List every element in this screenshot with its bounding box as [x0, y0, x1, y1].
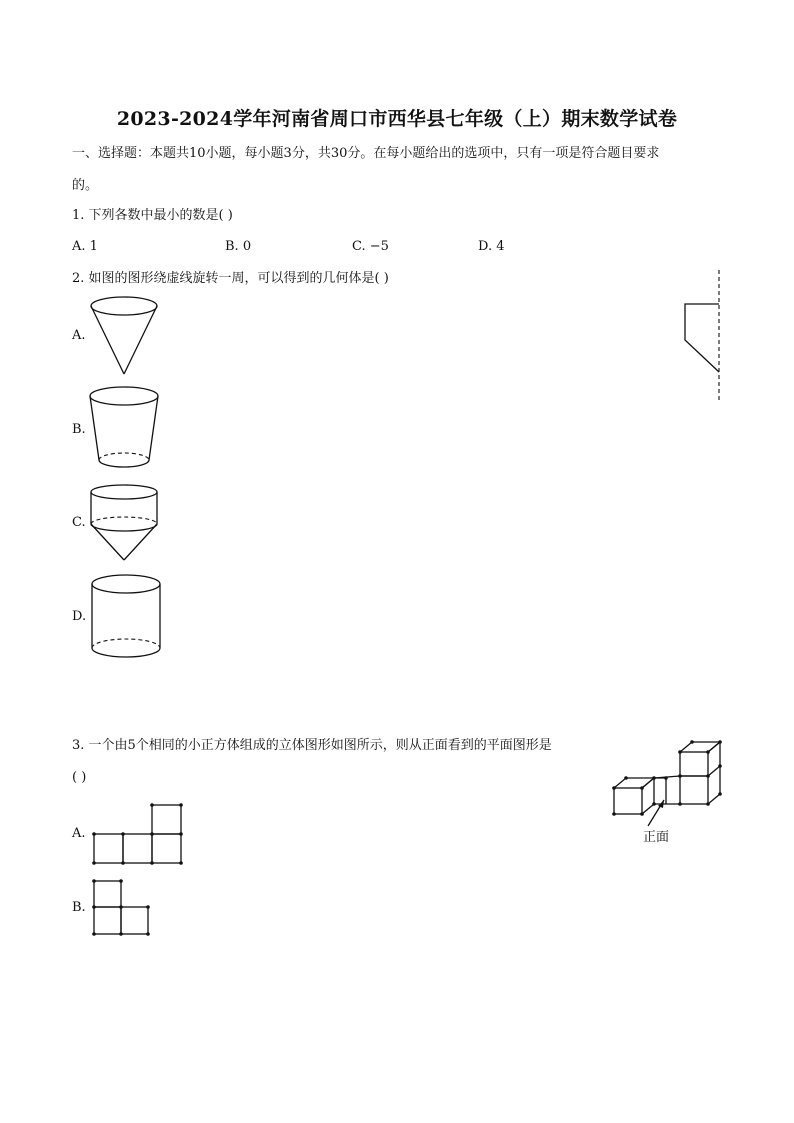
q2-option-a-label: A.	[72, 328, 86, 343]
q3-option-a-grid[interactable]	[90, 800, 186, 870]
question-2-stem: 2. 如图的图形绕虚线旋转一周，可以得到的几何体是( )	[72, 271, 389, 286]
frustum-icon[interactable]	[88, 384, 164, 472]
section-heading: 一、选择题：本题共10小题，每小题3分，共30分。在每小题给出的选项中，只有一项是符合题目要求	[72, 146, 660, 161]
q2-option-b-label: B.	[72, 422, 86, 437]
question-3-stem: 3. 一个由5个相同的小正方体组成的立体图形如图所示，则从正面看到的平面图形是	[72, 738, 552, 753]
q3-option-b-grid[interactable]	[90, 876, 156, 940]
q1-option-a[interactable]: A. 1	[72, 239, 98, 254]
cylinder-with-cone-icon[interactable]	[88, 482, 164, 566]
q2-option-d-label: D.	[72, 609, 87, 624]
q3-option-a-label: A.	[72, 826, 86, 841]
page-title: 2023-2024学年河南省周口市西华县七年级（上）期末数学试卷	[116, 108, 678, 130]
rotation-shape-outline	[685, 304, 719, 372]
question-1-stem: 1. 下列各数中最小的数是( )	[72, 208, 233, 223]
inverted-cone-icon[interactable]	[88, 294, 164, 378]
question-3-stem-cont: ( )	[72, 770, 87, 785]
q2-option-c-label: C.	[72, 515, 86, 530]
cylinder-icon[interactable]	[88, 572, 168, 664]
q1-option-c[interactable]: C. −5	[352, 239, 389, 254]
section-heading-cont: 的。	[72, 178, 99, 193]
rotation-figure	[680, 268, 730, 408]
front-view-label: 正面	[643, 830, 670, 845]
q1-option-d[interactable]: D. 4	[478, 239, 505, 254]
q3-option-b-label: B.	[72, 900, 86, 915]
q1-option-b[interactable]: B. 0	[225, 239, 252, 254]
